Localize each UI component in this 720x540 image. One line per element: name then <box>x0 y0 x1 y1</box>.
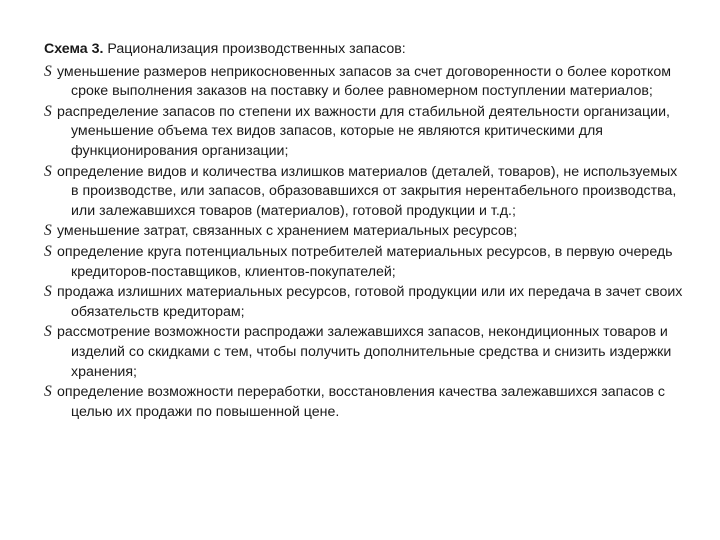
list-item <box>44 62 684 102</box>
checkmark-bullet-icon: S <box>44 283 52 301</box>
checkmark-bullet-icon: S <box>44 323 52 341</box>
checkmark-bullet-icon: S <box>44 102 52 120</box>
list-item <box>44 282 684 322</box>
list-item-text: определение круга потенциальных потребителей материальных ресурсов, в первую очередь кредиторов-поставщиков, клиентов-покупателей; <box>57 243 673 280</box>
list-item <box>44 221 684 242</box>
checkmark-bullet-icon: S <box>44 242 52 260</box>
checkmark-bullet-icon: S <box>44 222 52 240</box>
list-item-text: определение видов и количества излишков материалов (деталей, товаров), не используемых в производстве, или запасов, образовавшихся от закрытия нерентабельного производства, или залежавшихся товаров (материалов), готовой продукции и т.д.; <box>57 163 678 219</box>
document-heading <box>44 40 684 60</box>
heading-title: Рационализация производственных запасов: <box>103 41 406 57</box>
list-item-text: определение возможности переработки, восстановления качества залежавшихся запасов с целью их продажи по повышенной цене. <box>57 384 665 420</box>
checkmark-bullet-icon: S <box>44 162 52 180</box>
list-item <box>44 242 684 282</box>
list-item <box>44 382 684 422</box>
list-item-text: рассмотрение возможности распродажи залежавшихся запасов, некондиционных товаров и изделий со скидками с тем, чтобы получить дополнительные средства и снизить издержки хранения; <box>57 324 672 380</box>
list-item-text: продажа излишних материальных ресурсов, готовой продукции или их передача в зачет своих обязательств кредиторам; <box>57 284 683 320</box>
list-item <box>44 102 684 162</box>
checkmark-bullet-icon: S <box>44 383 52 401</box>
list-item <box>44 162 684 222</box>
list-item-text: уменьшение размеров неприкосновенных запасов за счет договоренности о более коротком сроке выполнения заказов на поставку и более равномерном поступлении материалов; <box>57 63 672 100</box>
list-item-text: распределение запасов по степени их важности для стабильной деятельности организации, уменьшение объема тех видов запасов, которые не являются критическими для функционирования организации; <box>57 103 670 159</box>
list-item-text: уменьшение затрат, связанных с хранением материальных ресурсов; <box>57 223 518 240</box>
document-body <box>44 40 684 422</box>
list-item <box>44 322 684 382</box>
bullet-list <box>44 62 684 423</box>
checkmark-bullet-icon: S <box>44 62 52 80</box>
heading-scheme-number: Схема 3. <box>44 41 104 57</box>
